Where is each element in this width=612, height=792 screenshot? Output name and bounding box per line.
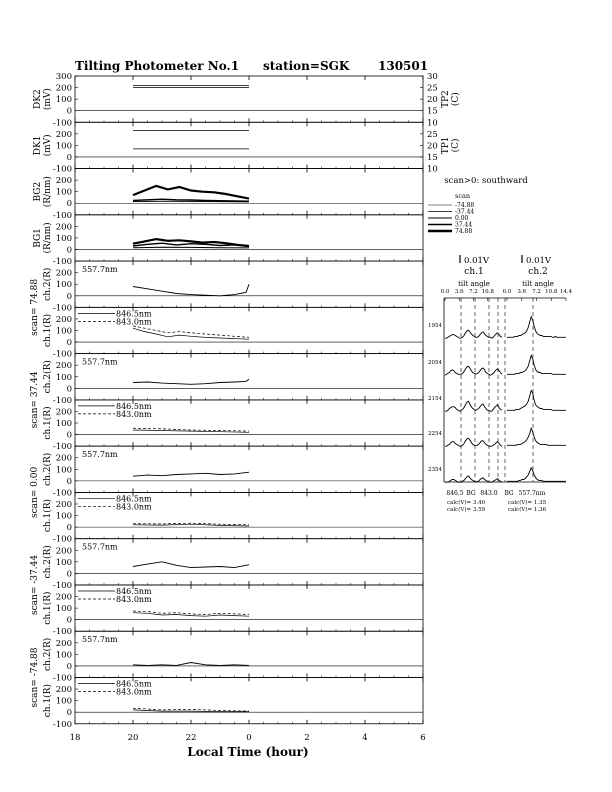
ch2-axis-text: ch.2(R)	[43, 637, 53, 671]
ch2-axis-label	[42, 545, 53, 578]
ch2-tick-label: 3.6	[517, 289, 527, 295]
dk1-label-text: DK1	[33, 135, 43, 156]
green-line-label: 557.7nm	[82, 265, 118, 275]
ch2-axis-text: ch.2(R)	[43, 360, 53, 394]
series-line-846-5nm-scan-0-00	[133, 524, 249, 526]
y-tick-label: 200	[55, 453, 72, 464]
series-line-557-7nm-scan-0-00	[133, 472, 249, 476]
scan-legend-title: scan>0: southward	[444, 176, 528, 186]
y-tick-label: 200	[55, 546, 72, 557]
y-tick-label: 0	[66, 338, 72, 349]
scan-group-label	[30, 647, 40, 707]
y-tick-label: 0	[66, 199, 72, 210]
y-tick-label: 0	[66, 661, 72, 672]
series-line-843-0nm-scan-74-88	[133, 326, 249, 338]
ch2-axis-text: ch.2(R)	[43, 545, 53, 579]
ch2-axis-label	[42, 360, 53, 393]
ch2-axis-label	[42, 638, 53, 671]
ch1-axis-text: ch.1(R)	[43, 591, 53, 625]
profile-time-label: 2354	[428, 467, 442, 473]
ch1-axis-label	[42, 684, 53, 717]
panel-frame	[75, 215, 423, 261]
ch1-axis-title: tilt angle	[458, 280, 490, 288]
tp1-label-text: TP1	[441, 136, 451, 155]
ch1-footer-label: BG	[466, 490, 476, 497]
panel-2	[53, 169, 423, 221]
y-tick-label: -100	[52, 164, 72, 175]
ch1-profile-curve	[445, 476, 502, 482]
y-tick-label: 0	[66, 245, 72, 256]
bg2-label-text: BG2	[33, 181, 43, 202]
bg2-label-text: (R/nm)	[43, 176, 53, 208]
y-tick-label: 0	[66, 384, 72, 395]
y-tick-label: 200	[55, 638, 72, 649]
ch1-profile-curve	[445, 330, 502, 338]
ch2-profile-curve	[507, 391, 566, 411]
x-axis-title: Local Time (hour)	[187, 745, 309, 759]
ch1-axis-text: ch.1(R)	[43, 406, 53, 440]
series-line-843-0nm-scan-37-44	[133, 428, 249, 431]
bg1-label-text: (R/nm)	[43, 222, 53, 254]
x-tick-label: 20	[127, 732, 139, 743]
ch1-tick-label: 3.6	[454, 289, 464, 295]
green-line-label: 557.7nm	[82, 357, 118, 367]
ch2-axis-title: tilt angle	[522, 280, 554, 288]
y-tick-label: 0	[66, 523, 72, 534]
ch1-profile-curve	[445, 401, 502, 411]
y-tick-label: -100	[52, 534, 72, 545]
y-tick-label: 200	[55, 685, 72, 696]
temp-tick-label: 25	[427, 129, 438, 140]
series-line-bg2-scan-74-88	[133, 186, 249, 199]
ch2-profile-curve	[507, 468, 566, 482]
x-tick-label: 6	[420, 732, 426, 743]
ch1-calc-value: calc(V)= 3.59	[447, 507, 486, 513]
dk1-label-text: (mV)	[43, 134, 53, 157]
scan-legend-entry: -37.44	[455, 208, 475, 216]
y-tick-label: 100	[55, 511, 72, 522]
y-tick-label: 200	[55, 129, 72, 140]
figure-title: Tilting Photometer No.1	[75, 59, 240, 73]
ch1-axis-label	[42, 314, 53, 347]
series-line-846-5nm-scan-37-44	[133, 430, 249, 432]
y-tick-label: 200	[55, 222, 72, 233]
y-tick-label: 100	[55, 696, 72, 707]
ch2-scale-label: 0.01V	[526, 256, 552, 266]
tp2-label	[441, 90, 461, 108]
ch2-title: ch.2	[528, 267, 548, 277]
profile-time-label: 2154	[428, 396, 442, 402]
y-tick-label: 0	[66, 152, 72, 163]
legend-843-label: 843.0nm	[116, 687, 152, 697]
scan-group-label	[30, 555, 40, 615]
ch1-title: ch.1	[464, 267, 484, 277]
temp-tick-label: 20	[427, 95, 438, 106]
series-line-bg2-scan-0-00	[133, 201, 249, 202]
y-tick-label: 100	[55, 419, 72, 430]
ch1-axis-label	[42, 591, 53, 624]
y-tick-label: -100	[52, 673, 72, 684]
legend-843-label: 843.0nm	[116, 317, 152, 327]
y-tick-label: -100	[52, 719, 72, 730]
series-line-557-7nm-scan-74-88	[133, 663, 249, 666]
dk2-label-text: DK2	[33, 89, 43, 109]
panel-9	[53, 492, 423, 544]
bg2-label	[33, 176, 53, 207]
dk2-label	[33, 88, 53, 110]
ch1-axis-text: ch.1(R)	[43, 313, 53, 348]
y-tick-label: -100	[52, 442, 72, 453]
station-label: station=SGK	[263, 59, 350, 73]
ch1-footer-label: 843.0	[480, 490, 498, 497]
tp2-label-text: TP2	[441, 90, 451, 109]
y-tick-label: 100	[55, 95, 72, 106]
x-tick-label: 2	[304, 732, 310, 743]
scan-value-label: scan= -74.88	[30, 647, 40, 708]
panel-5	[53, 307, 423, 359]
panel-7	[53, 400, 423, 452]
ch1-axis-text: ch.1(R)	[43, 684, 53, 718]
y-tick-label: 0	[66, 106, 72, 117]
ch1-profile-curve	[445, 438, 502, 446]
y-tick-label: -100	[52, 210, 72, 221]
scan-legend-entry: 0.00	[455, 215, 469, 222]
y-tick-label: -100	[52, 118, 72, 129]
tp2-label-text: (C)	[451, 92, 461, 107]
ch2-tick-label: 0.0	[502, 289, 512, 295]
y-tick-label: 0	[66, 291, 72, 302]
profile-time-label: 2054	[428, 360, 442, 366]
y-tick-label: -100	[52, 303, 72, 314]
panel-frame	[75, 539, 423, 585]
ch1-axis-text: ch.1(R)	[43, 498, 53, 533]
date-label: 130501	[378, 59, 429, 73]
dk2-label-text: (mV)	[43, 88, 53, 111]
dk1-label	[33, 134, 53, 156]
legend-846-label: 846.5nm	[116, 309, 152, 319]
ch2-axis-text: ch.2(R)	[43, 267, 53, 301]
bg1-label-text: BG1	[33, 228, 43, 248]
profile-time-label: 1954	[428, 323, 442, 329]
panel-frame	[75, 169, 423, 215]
y-tick-label: 0	[66, 569, 72, 580]
x-tick-label: 22	[185, 732, 197, 743]
y-tick-label: 100	[55, 280, 72, 291]
series-line-557-7nm-scan-37-44	[133, 379, 249, 384]
y-tick-label: 0	[66, 476, 72, 487]
y-tick-label: 0	[66, 430, 72, 441]
ch2-axis-label	[42, 268, 53, 301]
series-line-557-7nm-scan-74-88	[133, 284, 249, 296]
y-tick-label: 0	[66, 708, 72, 719]
panel-frame	[75, 122, 423, 168]
ch2-tick-label: 7.2	[532, 289, 541, 295]
legend-843-label: 843.0nm	[116, 594, 152, 604]
y-tick-label: 200	[55, 314, 72, 325]
panel-frame	[75, 631, 423, 677]
temp-tick-label: 10	[427, 164, 438, 175]
ch2-tick-label: 10.8	[545, 289, 558, 295]
legend-846-label: 846.5nm	[116, 401, 152, 411]
ch1-calc-value: calc(V)= 3.40	[447, 500, 486, 506]
y-tick-label: -100	[52, 627, 72, 638]
y-tick-label: -100	[52, 349, 72, 360]
ch2-profile-curve	[507, 317, 566, 338]
legend-843-label: 843.0nm	[116, 409, 152, 419]
ch1-axis-label	[42, 499, 53, 532]
ch2-calc-value: calc(V)= 1.36	[508, 507, 547, 513]
ch1-scale-label: 0.01V	[464, 256, 490, 266]
series-line-846-5nm-scan-37-44	[133, 613, 249, 617]
ch1-tick-label: 10.8	[481, 289, 494, 295]
panel-frame	[75, 76, 423, 122]
y-tick-label: 100	[55, 233, 72, 244]
ch2-footer-label: 557.7nm	[518, 490, 546, 497]
y-tick-label: 100	[55, 650, 72, 661]
y-tick-label: 300	[55, 72, 72, 82]
panel-11	[53, 585, 423, 637]
y-tick-label: 200	[55, 592, 72, 603]
y-tick-label: 200	[55, 407, 72, 418]
y-tick-label: 100	[55, 465, 72, 476]
panel-frame	[75, 446, 423, 492]
scan-value-label: scan= 74.88	[30, 278, 40, 336]
profile-panel	[428, 176, 573, 513]
scan-group-label	[30, 279, 40, 336]
ch2-axis-label	[42, 453, 53, 486]
scan-value-label: scan= 0.00	[30, 466, 40, 519]
x-tick-label: 0	[246, 732, 252, 743]
y-tick-label: 200	[55, 268, 72, 279]
ch2-axis-text: ch.2(R)	[43, 452, 53, 486]
y-tick-label: -100	[52, 580, 72, 591]
temp-tick-label: 15	[427, 106, 438, 117]
panel-0	[53, 72, 423, 128]
panel-frame	[75, 354, 423, 400]
legend-843-label: 843.0nm	[116, 502, 152, 512]
green-line-label: 557.7nm	[82, 542, 118, 552]
scan-legend-entry: 74.88	[455, 228, 473, 235]
legend-846-label: 846.5nm	[116, 679, 152, 689]
y-tick-label: 100	[55, 187, 72, 198]
series-line-846-5nm-scan-74-88	[133, 710, 249, 712]
y-tick-label: 100	[55, 604, 72, 615]
scan-value-label: scan= 37.44	[30, 371, 40, 429]
panel-13	[53, 678, 423, 730]
temp-tick-label: 10	[427, 118, 438, 129]
ch1-axis-label	[42, 406, 53, 439]
ch2-profile-curve	[507, 428, 566, 445]
time-series-panels	[30, 72, 464, 743]
profile-time-label: 2254	[428, 431, 442, 437]
temp-tick-label: 30	[427, 72, 438, 82]
y-tick-label: 200	[55, 83, 72, 94]
x-tick-label: 18	[69, 732, 81, 743]
y-tick-label: 200	[55, 176, 72, 187]
scan-legend-entry: -74.88	[455, 202, 475, 209]
y-tick-label: 100	[55, 326, 72, 337]
ch1-profile-curve	[445, 366, 502, 375]
ch2-calc-value: calc(V)= 1.35	[508, 500, 547, 506]
scan-legend-header: scan	[455, 192, 471, 200]
temp-tick-label: 15	[427, 152, 438, 163]
ch1-tick-label: 0.0	[440, 289, 450, 295]
temp-tick-label: 25	[427, 83, 438, 94]
x-tick-label: 4	[362, 732, 368, 743]
series-line-bg1-scan-0-00	[133, 247, 249, 248]
y-tick-label: -100	[52, 395, 72, 406]
ch1-footer-label: 846.5	[446, 490, 464, 497]
y-tick-label: -100	[52, 257, 72, 268]
scan-group-label	[30, 371, 40, 428]
green-line-label: 557.7nm	[82, 635, 118, 645]
ch1-footer-label: BG	[504, 490, 514, 497]
y-tick-label: 200	[55, 499, 72, 510]
temp-tick-label: 20	[427, 141, 438, 152]
legend-846-label: 846.5nm	[116, 586, 152, 596]
bg1-label	[33, 222, 53, 253]
y-tick-label: 100	[55, 141, 72, 152]
green-line-label: 557.7nm	[82, 450, 118, 460]
scan-value-label: scan= -37.44	[30, 554, 40, 615]
ch1-tick-label: 7.2	[469, 289, 478, 295]
scan-group-label	[30, 467, 40, 519]
y-tick-label: 0	[66, 615, 72, 626]
legend-846-label: 846.5nm	[116, 494, 152, 504]
series-line-557-7nm-scan-37-44	[133, 562, 249, 568]
ch2-profile-curve	[507, 355, 566, 374]
ch2-tick-label: 14.4	[559, 289, 573, 295]
y-tick-label: 100	[55, 557, 72, 568]
series-line-846-5nm-scan-74-88	[133, 328, 249, 339]
tp1-label	[441, 137, 461, 155]
y-tick-label: 200	[55, 361, 72, 372]
scan-legend-entry: 37.44	[455, 221, 473, 229]
y-tick-label: 100	[55, 372, 72, 383]
tp1-label-text: (C)	[451, 138, 461, 153]
y-tick-label: -100	[52, 488, 72, 499]
panel-3	[53, 215, 423, 267]
